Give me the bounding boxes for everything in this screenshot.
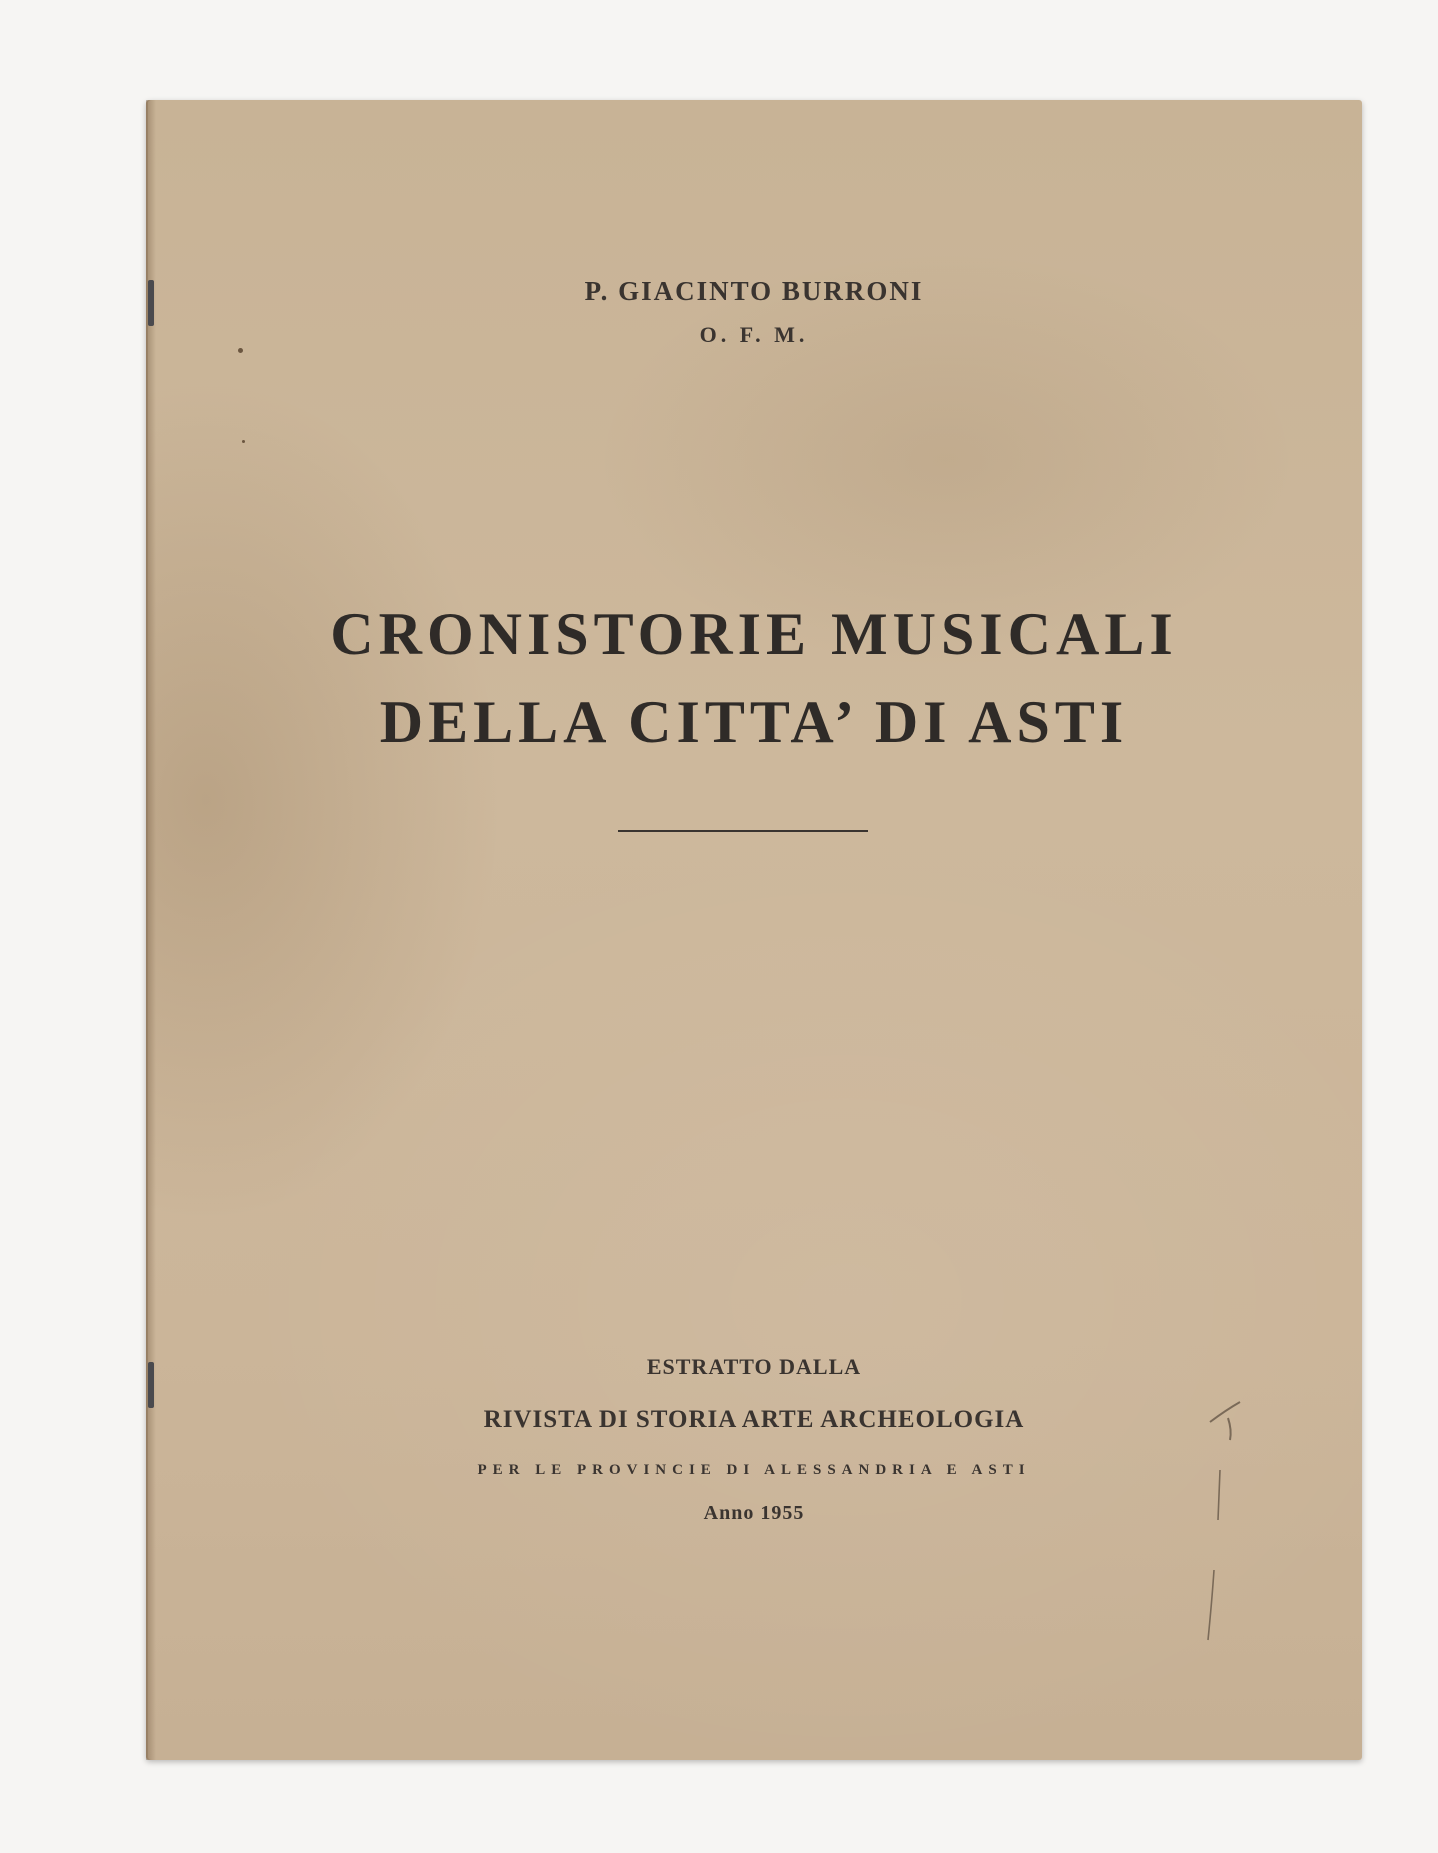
extract-label: ESTRATTO DALLA [646,1354,862,1379]
booklet-cover [146,100,1362,1760]
pencil-mark [1206,1400,1266,1650]
paper-speck [238,348,243,353]
publication-year: Anno 1955 [703,1502,805,1524]
paper-speck [242,440,245,443]
religious-order: O. F. M. [699,322,809,347]
title-divider [618,830,868,832]
journal-title: RIVISTA DI STORIA ARTE ARCHEOLOGIA [483,1406,1025,1433]
author-name: P. GIACINTO BURRONI [584,276,924,306]
title-line-2: DELLA CITTA’ DI ASTI [379,689,1129,755]
title-line-1: CRONISTORIE MUSICALI [330,601,1178,667]
journal-subtitle: PER LE PROVINCIE DI ALESSANDRIA E ASTI [477,1462,1031,1478]
